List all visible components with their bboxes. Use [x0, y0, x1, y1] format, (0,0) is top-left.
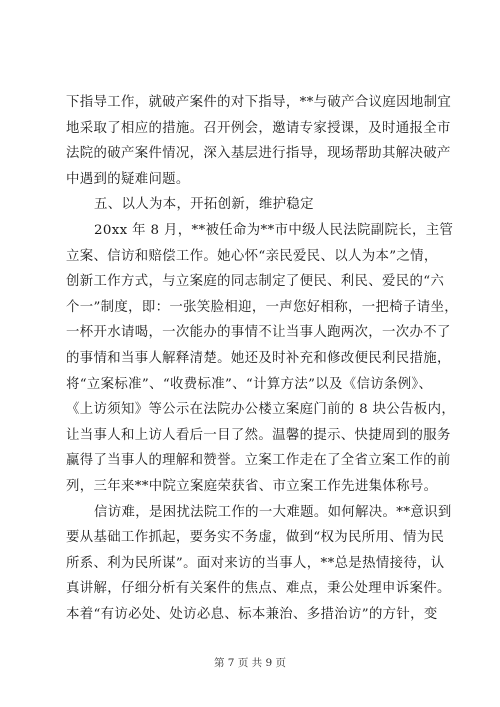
text-line: 真讲解，仔细分析有关案件的焦点、难点，秉公处理申诉案件。 — [66, 581, 451, 597]
text-line: 列，三年来**中院立案庭荣获省、市立案工作先进集体称号。 — [66, 478, 438, 494]
text-line: 一杯开水请喝，一次能办的事情不让当事人跑两次，一次办不了 — [66, 325, 451, 341]
text-line: 法院的破产案件情况，深入基层进行指导，现场帮助其解决破产 — [66, 146, 451, 162]
text-line: 要从基础工作抓起，要务实不务虚，做到“权为民所用、情为民 — [66, 530, 445, 546]
page-number: 第 7 页 共 9 页 — [213, 657, 287, 669]
text-line: 地采取了相应的措施。召开例会，邀请专家授课，及时通报全市 — [66, 120, 451, 136]
text-line: 本着“有访必处、处访必息、标本兼治、多措治访”的方针，变 — [66, 606, 438, 622]
text-line: 下指导工作，就破产案件的对下指导，**与破产合议庭因地制宜 — [66, 95, 452, 110]
document-body — [66, 90, 458, 627]
text-line: 信访难，是困扰法院工作的一大难题。如何解决。**意识到 — [94, 504, 452, 520]
text-line: 创新工作方式，与立案庭的同志制定了便民、利民、爱民的“六 — [66, 274, 445, 290]
text-line: 个一”制度，即：一张笑脸相迎，一声您好相称，一把椅子请坐， — [66, 299, 458, 315]
text-line: 《上访须知》等公示在法院办公楼立案庭门前的 8 块公告板内， — [66, 402, 456, 418]
text-line: 将“立案标准”、“收费标准”、“计算方法”以及《信访条例》、 — [66, 376, 433, 392]
text-line: 让当事人和上访人看后一目了然。温馨的提示、快捷周到的服务 — [66, 427, 451, 443]
text-line: 所系、利为民所谋”。面对来访的当事人，**总是热情接待，认 — [66, 555, 445, 571]
text-line: 20xx 年 8 月，**被任命为**市中级人民法院副院长，主管 — [94, 222, 454, 238]
text-line: 的事情和当事人解释清楚。她还及时补充和修改便民利民措施， — [66, 350, 451, 366]
section-heading: 五、以人为本，开拓创新，维护稳定 — [94, 197, 314, 213]
text-line: 立案、信访和赔偿工作。她心怀“亲民爱民、以人为本”之情， — [66, 248, 438, 264]
text-line: 赢得了当事人的理解和赞誉。立案工作走在了全省立案工作的前 — [66, 453, 451, 469]
text-line: 中遇到的疑难问题。 — [66, 171, 190, 187]
